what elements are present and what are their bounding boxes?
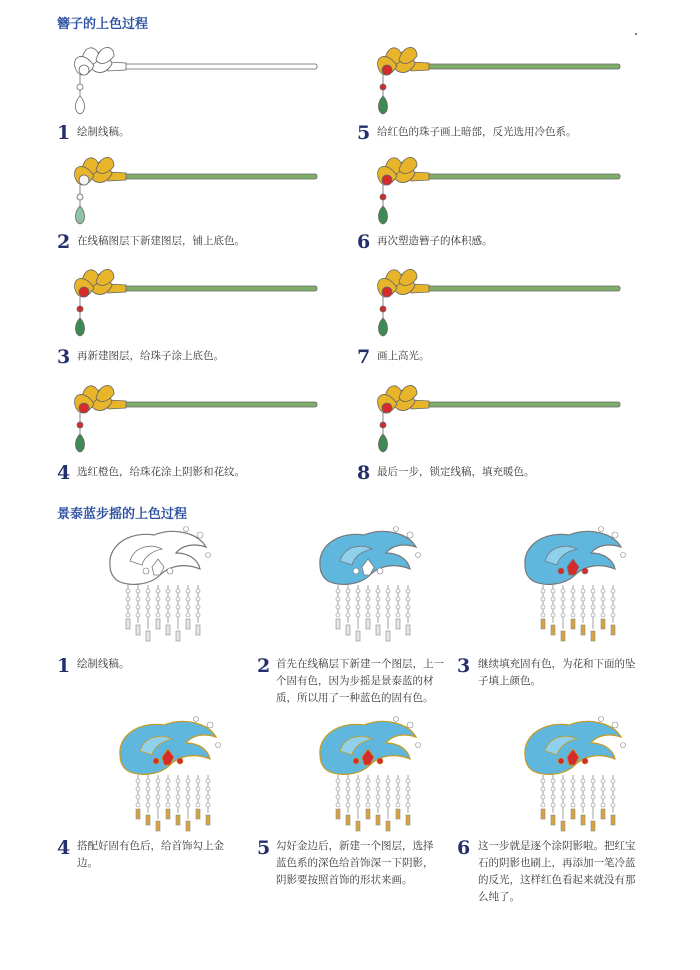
step-number: 7 — [357, 346, 371, 368]
hairpin-illustration — [363, 262, 623, 342]
hairpin-illustration — [60, 378, 320, 458]
step-caption: 最后一步，锁定线稿，填充暖色。 — [377, 466, 535, 478]
buyao-illustration — [505, 525, 635, 640]
step-number: 1 — [57, 655, 71, 677]
step-caption: 首先在线稿层下新建一个图层，上一个固有色，因为步摇是景泰蓝的材质，所以用了一种蓝色的固有色。 — [276, 658, 444, 704]
step-number: 4 — [57, 462, 71, 484]
hairpin-illustration — [60, 40, 320, 120]
step-number: 3 — [457, 655, 471, 677]
step-caption: 画上高光。 — [377, 350, 430, 362]
step-number: 3 — [57, 346, 71, 368]
step-caption: 给红色的珠子画上暗部，反光选用冷色系。 — [377, 126, 577, 138]
step-caption: 选红橙色，给珠花涂上阴影和花纹。 — [77, 466, 245, 478]
step-number: 2 — [257, 655, 271, 677]
buyao-illustration — [90, 525, 220, 640]
step-number: 5 — [257, 837, 271, 859]
step-caption: 绘制线稿。 — [77, 126, 130, 138]
hairpin-illustration — [363, 150, 623, 230]
step-number: 6 — [457, 837, 471, 859]
buyao-illustration — [300, 715, 430, 830]
step-caption: 继续填充固有色，为花和下面的坠子填上颜色。 — [478, 658, 636, 687]
step-caption: 搭配好固有色后，给首饰勾上金边。 — [77, 840, 224, 869]
hairpin-section-title: 簪子的上色过程 — [57, 17, 149, 32]
step-caption: 勾好金边后，新建一个图层，选择蓝色系的深色给首饰深一下阴影，阴影要按照首饰的形状来画。 — [276, 840, 434, 886]
step-number: 6 — [357, 231, 371, 253]
step-caption: 这一步就是逐个涂阴影啦。把红宝石的阴影也刷上，再添加一笔冷蓝的反光，这样红色看起来就没有那么纯了。 — [478, 840, 636, 903]
step-caption: 再新建图层，给珠子涂上底色。 — [77, 350, 224, 362]
step-number: 4 — [57, 837, 71, 859]
step-number: 5 — [357, 122, 371, 144]
buyao-illustration — [505, 715, 635, 830]
step-caption: 在线稿图层下新建图层，铺上底色。 — [77, 235, 245, 247]
speck — [635, 33, 637, 35]
hairpin-illustration — [363, 40, 623, 120]
step-number: 8 — [357, 462, 371, 484]
step-number: 1 — [57, 122, 71, 144]
hairpin-illustration — [60, 262, 320, 342]
step-number: 2 — [57, 231, 71, 253]
buyao-illustration — [300, 525, 430, 640]
hairpin-illustration — [363, 378, 623, 458]
step-caption: 绘制线稿。 — [77, 658, 130, 670]
buyao-illustration — [100, 715, 230, 830]
step-caption: 再次塑造簪子的体积感。 — [377, 235, 493, 247]
hairpin-illustration — [60, 150, 320, 230]
buyao-section-title: 景泰蓝步摇的上色过程 — [57, 507, 188, 522]
